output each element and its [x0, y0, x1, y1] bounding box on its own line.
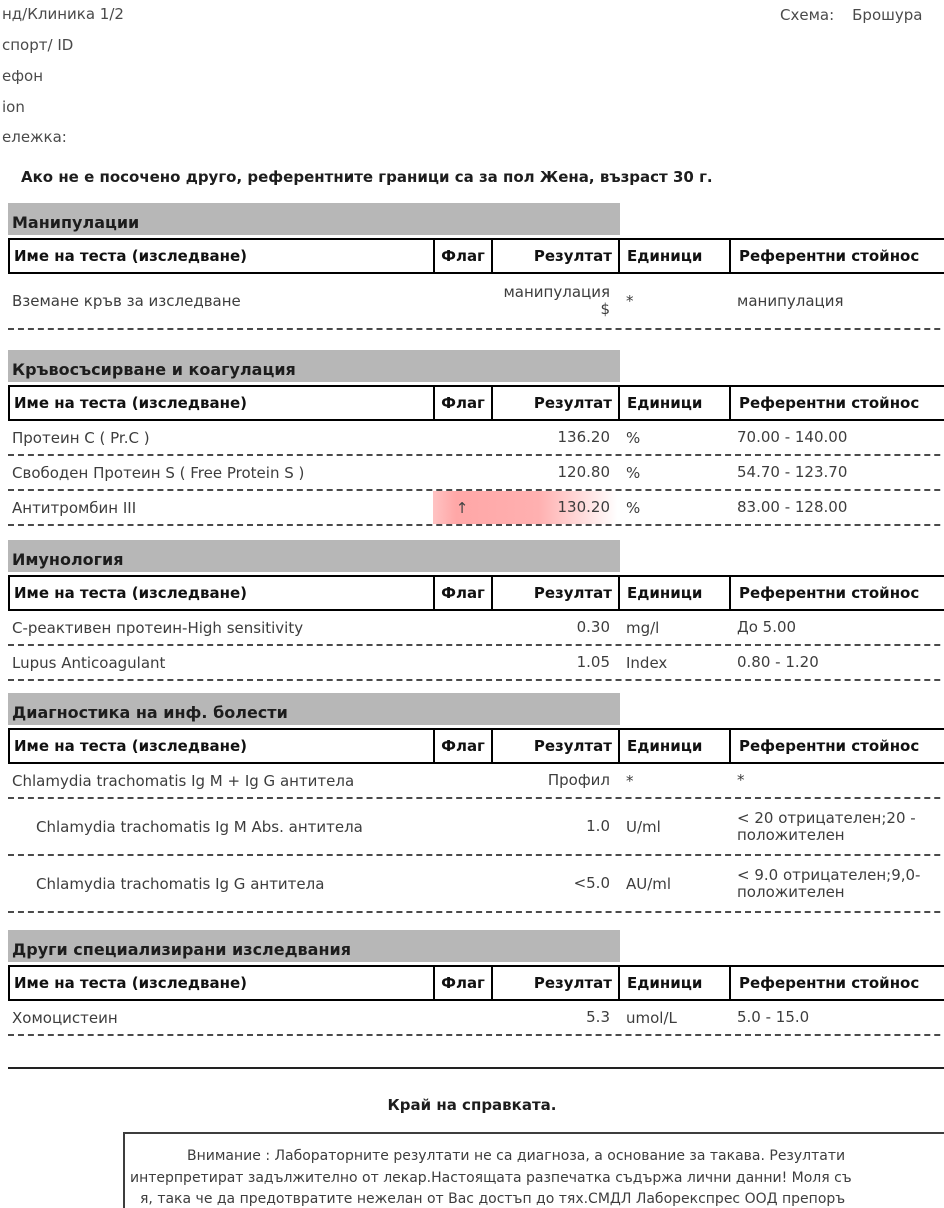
section-rows: [8, 764, 944, 913]
col-header-result: Резултат: [493, 387, 620, 419]
result-line: 120.80: [557, 463, 610, 481]
table-row: [8, 611, 944, 646]
warning-line: интерпретират задължително от лекар.Настоящата разпечатка съдържа лични данни! Моля съ: [130, 1169, 852, 1186]
result-line: Профил: [547, 771, 610, 789]
lab-section: [8, 693, 944, 913]
header-line-location: ion: [2, 98, 25, 116]
high-flag-arrow-icon: ↑: [455, 498, 469, 517]
col-header-test-name: Име на теста (изследване): [10, 577, 435, 609]
reference-line: 5.0 - 15.0: [737, 1008, 810, 1026]
result-cell: [491, 654, 618, 671]
test-name-cell: Хомоцистеин: [12, 1008, 118, 1027]
reference-line: < 9.0 отрицателен;9,0-: [737, 865, 921, 884]
table-row: [8, 421, 944, 456]
table-header-row: [8, 965, 944, 1001]
section-header-bar: [8, 540, 620, 572]
result-line: 130.20: [557, 498, 610, 516]
end-of-report-text: Край на справката.: [387, 1096, 557, 1114]
section-title: Кръвосъсирване и коагулация: [12, 360, 296, 379]
result-line: манипулация: [503, 283, 610, 301]
warning-line: Внимание : Лабораторните резултати не са диагноза, а основание за такава. Резултати: [187, 1148, 846, 1164]
test-name-cell: С-реактивен протеин-High sensitivity: [12, 618, 304, 637]
reference-line: 70.00 - 140.00: [737, 428, 848, 446]
col-header-units: Единици: [620, 240, 731, 272]
flag-cell: [433, 499, 491, 517]
col-header-flag: Флаг: [435, 730, 493, 762]
section-header-bar: [8, 930, 620, 962]
test-name-cell: Chlamydia trachomatis Ig M Abs. антитела: [36, 817, 363, 836]
section-title: Други специализирани изследвания: [12, 940, 351, 959]
units-cell: *: [626, 771, 634, 790]
section-rows: [8, 421, 944, 526]
section-title: Имунология: [12, 550, 124, 569]
col-header-units: Единици: [620, 387, 731, 419]
scheme-label: Схема:: [780, 6, 835, 24]
units-cell: U/ml: [626, 817, 661, 836]
section-header-bar: [8, 203, 620, 235]
section-header-bar: [8, 350, 620, 382]
units-cell: Index: [626, 653, 668, 672]
units-cell: *: [626, 292, 634, 310]
lab-section: [8, 930, 944, 1036]
reference-cell: [729, 293, 944, 310]
col-header-test-name: Име на теста (изследване): [10, 240, 435, 272]
col-header-flag: Флаг: [435, 967, 493, 999]
result-cell: [491, 429, 618, 446]
header-line-phone: ефон: [2, 67, 44, 85]
footer-divider: [8, 1067, 944, 1069]
result-line: <5.0: [573, 874, 610, 892]
result-line: 5.3: [586, 1008, 610, 1026]
table-row: [8, 274, 944, 330]
reference-cell: [729, 499, 944, 516]
reference-line: манипулация: [737, 291, 844, 310]
lab-section: [8, 203, 944, 330]
warning-line: я, така че да предотвратите нежелан от Вас достъп до тях.СМДЛ Лаборекспрес ООД препоръ: [140, 1191, 846, 1207]
result-cell: [491, 619, 618, 636]
reference-line: положителен: [737, 825, 845, 844]
reference-line: До 5.00: [737, 618, 797, 636]
result-cell: [491, 875, 618, 892]
reference-line: 54.70 - 123.70: [737, 463, 848, 481]
scheme-value: Брошура: [852, 6, 923, 24]
table-header-row: [8, 385, 944, 421]
reference-cell: [729, 810, 944, 844]
reference-line: положителен: [737, 882, 845, 901]
result-cell: [491, 464, 618, 481]
header-line-clinic: нд/Клиника 1/2: [2, 5, 124, 23]
reference-cell: [729, 429, 944, 446]
col-header-result: Резултат: [493, 240, 620, 272]
section-title: Диагностика на инф. болести: [12, 703, 288, 722]
col-header-units: Единици: [620, 967, 731, 999]
result-cell: [491, 499, 618, 516]
test-name-cell: Свободен Протеин S ( Free Protein S ): [12, 463, 305, 482]
section-rows: [8, 1001, 944, 1036]
col-header-result: Резултат: [493, 577, 620, 609]
section-header-bar: [8, 693, 620, 725]
result-line: 1.0: [586, 817, 610, 835]
col-header-flag: Флаг: [435, 240, 493, 272]
col-header-units: Единици: [620, 730, 731, 762]
table-header-row: [8, 575, 944, 611]
test-name-cell: Chlamydia trachomatis Ig M + Ig G антитела: [12, 771, 355, 790]
reference-line: 0.80 - 1.20: [737, 653, 819, 671]
col-header-test-name: Име на теста (изследване): [10, 967, 435, 999]
reference-note: Ако не е посочено друго, референтните граници са за пол Жена, възраст 30 г.: [21, 168, 713, 186]
reference-cell: [729, 1009, 944, 1026]
col-header-reference: Референтни стойнос: [739, 247, 920, 265]
scheme-field: [780, 6, 922, 24]
table-header-row: [8, 728, 944, 764]
units-cell: %: [626, 428, 641, 447]
result-line: 0.30: [576, 618, 610, 636]
lab-section: [8, 540, 944, 681]
units-cell: %: [626, 498, 641, 517]
header-line-note: ележка:: [2, 128, 67, 146]
lab-section: [8, 350, 944, 526]
col-header-flag: Флаг: [435, 387, 493, 419]
col-header-reference: Референтни стойнос: [739, 584, 920, 602]
test-name-cell: Протеин C ( Pr.C ): [12, 428, 150, 447]
reference-line: *: [737, 771, 745, 789]
col-header-test-name: Име на теста (изследване): [10, 730, 435, 762]
reference-line: 83.00 - 128.00: [737, 498, 848, 516]
units-cell: %: [626, 463, 641, 482]
col-header-units: Единици: [620, 577, 731, 609]
result-cell: [491, 772, 618, 789]
col-header-flag: Флаг: [435, 577, 493, 609]
col-header-test-name: Име на теста (изследване): [10, 387, 435, 419]
units-cell: AU/ml: [626, 874, 672, 893]
units-cell: mg/l: [626, 618, 660, 637]
section-rows: [8, 611, 944, 681]
result-line: 136.20: [557, 428, 610, 446]
test-name-cell: Chlamydia trachomatis Ig G антитела: [36, 874, 325, 893]
result-line: $: [600, 300, 610, 318]
table-row: [8, 799, 944, 856]
col-header-reference: Референтни стойнос: [739, 737, 920, 755]
table-row: [8, 456, 944, 491]
result-cell: [491, 818, 618, 835]
result-cell: [491, 284, 618, 318]
table-row: [8, 764, 944, 799]
reference-cell: [729, 772, 944, 789]
result-line: 1.05: [576, 653, 610, 671]
section-title: Манипулации: [12, 213, 140, 232]
table-row: [8, 856, 944, 913]
col-header-result: Резултат: [493, 730, 620, 762]
test-name-cell: Антитромбин III: [12, 498, 137, 517]
col-header-result: Резултат: [493, 967, 620, 999]
units-cell: umol/L: [626, 1008, 677, 1027]
table-row: [8, 1001, 944, 1036]
header-line-passport: спорт/ ID: [2, 36, 74, 54]
reference-cell: [729, 867, 944, 901]
result-cell: [491, 1009, 618, 1026]
table-row: [8, 646, 944, 681]
section-rows: [8, 274, 944, 330]
reference-cell: [729, 654, 944, 671]
test-name-cell: Вземане кръв за изследване: [12, 292, 241, 310]
col-header-reference: Референтни стойнос: [739, 394, 920, 412]
reference-cell: [729, 464, 944, 481]
table-header-row: [8, 238, 944, 274]
reference-cell: [729, 619, 944, 636]
test-name-cell: Lupus Anticoagulant: [12, 653, 166, 672]
reference-line: < 20 отрицателен;20 -: [737, 808, 916, 827]
warning-box: [123, 1132, 944, 1208]
col-header-reference: Референтни стойнос: [739, 974, 920, 992]
table-row: [8, 491, 944, 526]
